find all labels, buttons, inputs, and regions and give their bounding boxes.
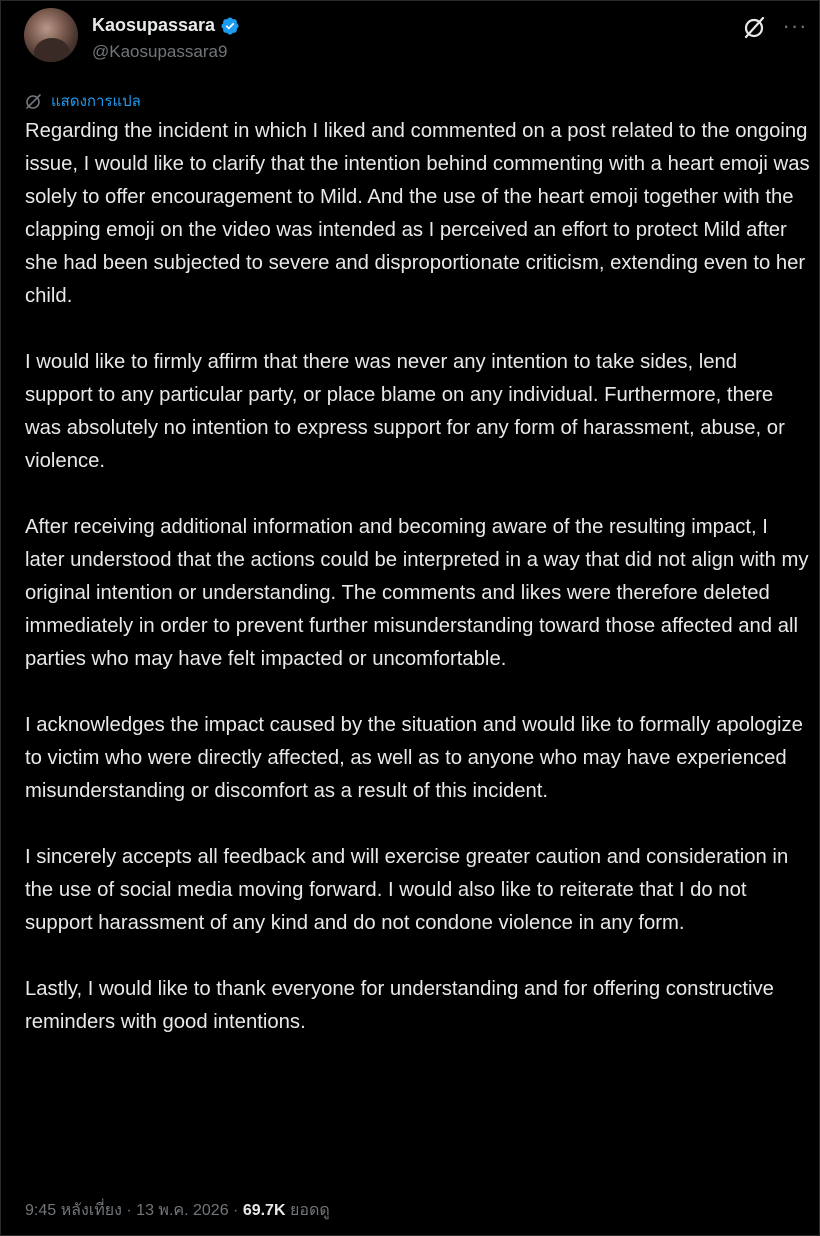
show-translation-link[interactable] bbox=[25, 89, 141, 113]
verified-badge-icon bbox=[220, 16, 240, 36]
tweet-paragraph: I sincerely accepts all feedback and will exercise greater caution and consideration in the use of social media moving forward. I would also like to reiterate that I do not support harassment of any kind and do not condone violence in any form. bbox=[25, 846, 789, 934]
meta-separator: · bbox=[121, 1202, 137, 1219]
tweet-paragraph: After receiving additional information and becoming aware of the resulting impact, I later understood that the actions could be interpreted in a way that did not align with my original intention or understanding. The comments and likes were therefore deleted immediately in order to prevent further misunderstanding toward those affected and all parties who may have felt impacted or uncomfortable. bbox=[25, 516, 809, 670]
views-count: 69.7K bbox=[242, 1202, 286, 1219]
translate-icon bbox=[25, 92, 43, 110]
tweet-paragraph: Lastly, I would like to thank everyone for understanding and for offering constructive reminders with good intentions. bbox=[25, 978, 774, 1033]
grok-slash-icon[interactable] bbox=[742, 14, 768, 40]
tweet-paragraph: Regarding the incident in which I liked and commented on a post related to the ongoing issue, I would like to clarify that the intention behind commenting with a heart emoji was solely to offer encouragement to Mild. And the use of the heart emoji together with the clapping emoji on the video was intended as I perceived an effort to protect Mild after she had been subjected to severe and disproportionate criticism, extending even to her child. bbox=[25, 120, 810, 307]
author-handle[interactable]: @Kaosupassara9 bbox=[92, 42, 228, 61]
tweet-time[interactable]: 9:45 หลังเที่ยง bbox=[25, 1202, 122, 1219]
tweet-header bbox=[22, 6, 812, 66]
meta-separator: · bbox=[228, 1202, 243, 1219]
tweet-meta bbox=[25, 1198, 330, 1223]
author-display-name[interactable]: Kaosupassara bbox=[92, 15, 216, 35]
tweet-date[interactable]: 13 พ.ค. 2026 bbox=[136, 1202, 229, 1219]
more-horizontal-icon[interactable]: ··· bbox=[782, 13, 808, 38]
show-translation-label[interactable]: แสดงการแปล bbox=[51, 93, 141, 110]
tweet-text bbox=[25, 115, 810, 1072]
author-name-row bbox=[92, 15, 240, 36]
tweet-paragraph: I would like to firmly affirm that there was never any intention to take sides, lend support to any particular party, or place blame on any individual. Furthermore, there was absolutely no intention to express support for any form of harassment, abuse, or violence. bbox=[25, 351, 785, 472]
avatar[interactable] bbox=[24, 8, 78, 62]
views-label: ยอดดู bbox=[289, 1202, 330, 1219]
tweet-paragraph: I acknowledges the impact caused by the situation and would like to formally apologize to victim who were directly affected, as well as to anyone who may have experienced misunderstanding or discomfort as a result of this incident. bbox=[25, 714, 803, 802]
